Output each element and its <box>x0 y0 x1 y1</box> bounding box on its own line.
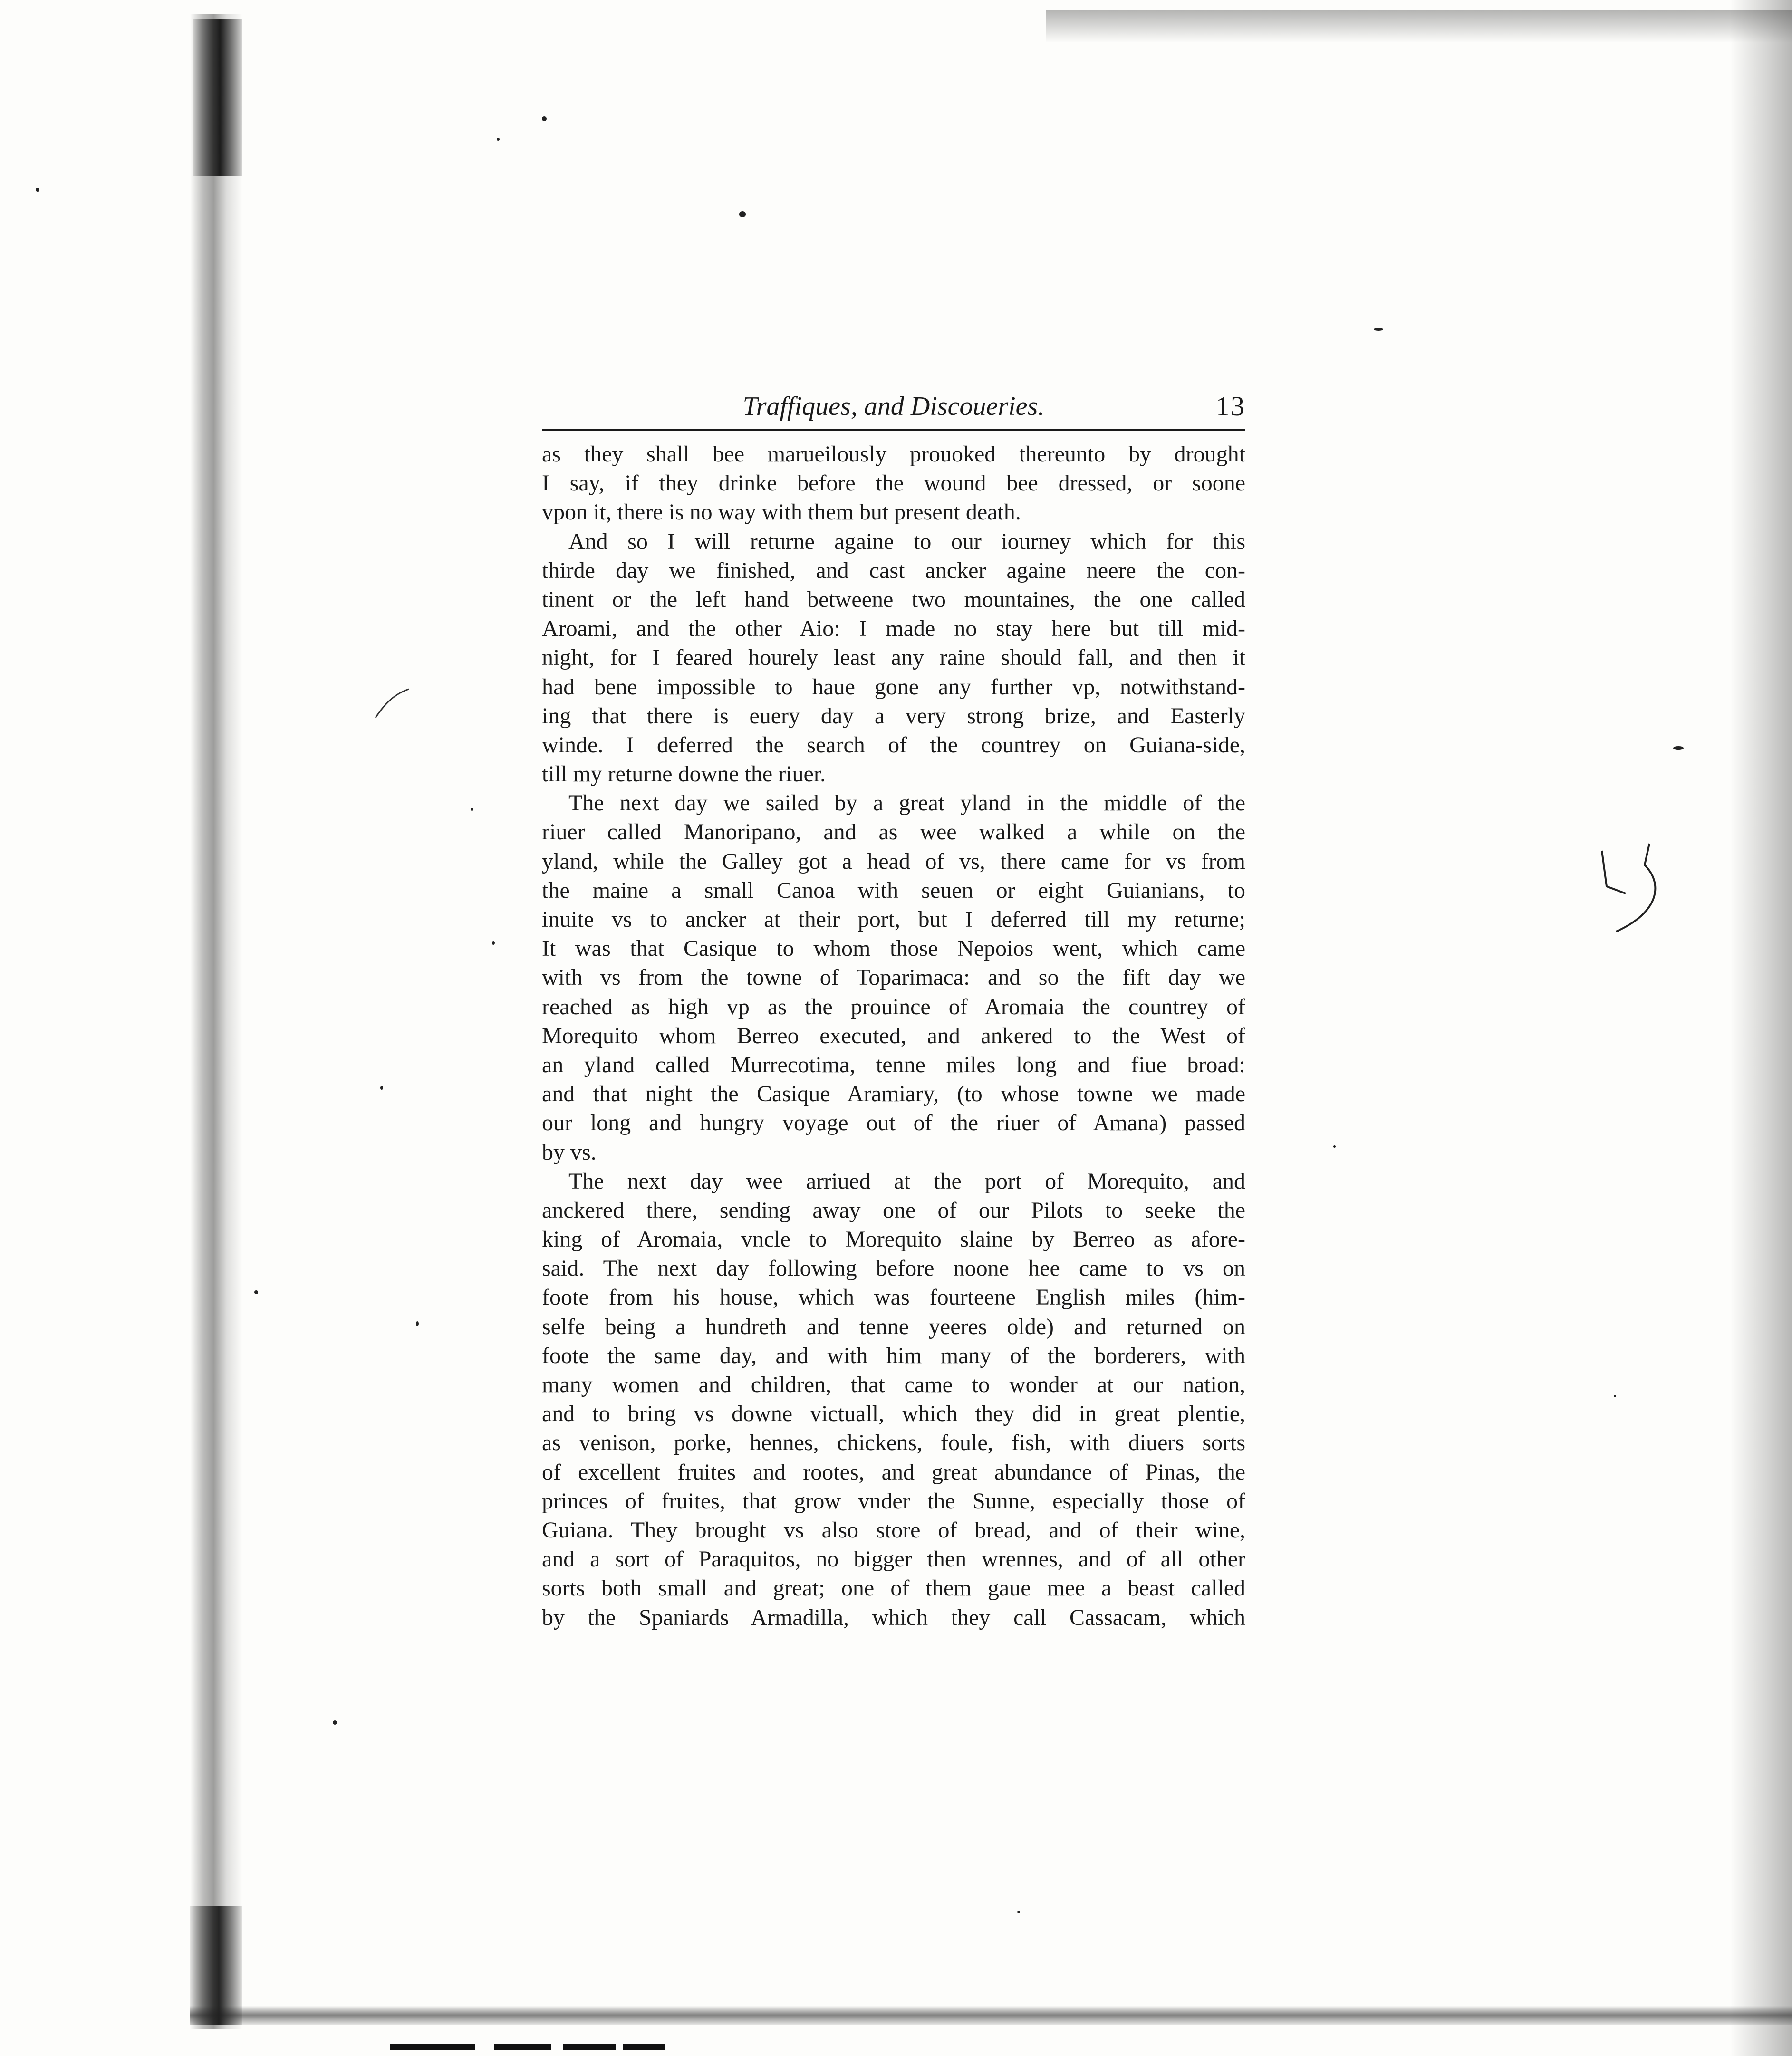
text-line: as they shall bee marueilously prouoked thereunto by drought <box>542 442 1245 467</box>
text-line: by the Spaniards Armadilla, which they call Cassacam, which <box>542 1604 1245 1630</box>
text-line: riuer called Manoripano, and as wee walked a while on the <box>542 819 1245 845</box>
scan-speck <box>36 188 39 192</box>
top-page-edge <box>1046 10 1792 43</box>
text-line: our long and hungry voyage out of the riuer of Amana) passed <box>542 1110 1245 1136</box>
scan-speck <box>254 1290 258 1294</box>
right-page-edge <box>1730 0 1792 2056</box>
text-line: the maine a small Canoa with seuen or eight Guianians, to <box>542 877 1245 903</box>
text-line: anckered there, sending away one of our Pilots to seeke the <box>542 1197 1245 1223</box>
scan-speck <box>497 138 500 141</box>
text-line: foote from his house, which was fourteene English miles (him- <box>542 1285 1245 1310</box>
text-line: said. The next day following before noone hee came to vs on <box>542 1256 1245 1281</box>
text-line: I say, if they drinke before the wound bee dressed, or soone <box>542 471 1245 496</box>
text-line: with vs from the towne of Toparimaca: and so the fift day we <box>542 965 1245 990</box>
scan-speck <box>1374 328 1383 331</box>
text-line: sorts both small and great; one of them gaue mee a beast called <box>542 1576 1245 1601</box>
scan-artifact-bar <box>563 2044 616 2050</box>
text-line: of excellent fruites and rootes, and great abundance of Pinas, the <box>542 1459 1245 1485</box>
paragraph <box>542 527 1245 789</box>
scan-speck <box>1017 1911 1020 1913</box>
text-line: winde. I deferred the search of the countrey on Guiana-side, <box>542 732 1245 758</box>
scan-speck <box>1333 1145 1336 1148</box>
text-line: thirde day we finished, and cast ancker againe neere the con- <box>542 557 1245 583</box>
paragraph <box>542 440 1245 527</box>
text-line: till my returne downe the riuer. <box>542 761 826 787</box>
scan-speck <box>1614 1395 1616 1397</box>
text-line: inuite vs to ancker at their port, but I deferred till my returne; <box>542 907 1245 932</box>
text-line: reached as high vp as the prouince of Aromaia the countrey of <box>542 994 1245 1019</box>
text-line: princes of fruites, that grow vnder the Sunne, especially those of <box>542 1488 1245 1514</box>
text-line: many women and children, that came to wonder at our nation, <box>542 1372 1245 1397</box>
text-line: tinent or the left hand betweene two mountaines, the one called <box>542 586 1245 612</box>
scan-speck <box>542 116 547 121</box>
scan-speck <box>416 1321 419 1326</box>
scan-artifact-bar <box>623 2044 665 2050</box>
text-line: as venison, porke, hennes, chickens, foule, fish, with diuers sorts <box>542 1430 1245 1456</box>
text-line: The next day wee arriued at the port of Morequito, and <box>568 1168 1245 1194</box>
text-line: vpon it, there is no way with them but present death. <box>542 500 1021 525</box>
pen-stroke-mark <box>371 684 414 727</box>
pen-stroke-mark <box>1597 841 1673 936</box>
paragraph <box>542 788 1245 1166</box>
scan-artifact-bar <box>494 2044 551 2050</box>
text-line: an yland called Murrecotima, tenne miles long and fiue broad: <box>542 1052 1245 1077</box>
binding-shadow <box>190 14 242 2029</box>
text-line: And so I will returne againe to our iourney which for this <box>568 528 1245 554</box>
paragraph <box>542 1167 1245 1632</box>
bottom-page-edge <box>190 2006 1792 2025</box>
head-rule <box>542 429 1245 431</box>
text-line: and that night the Casique Aramiary, (to whose towne we made <box>542 1081 1245 1107</box>
text-line: Guiana. They brought vs also store of bread, and of their wine, <box>542 1517 1245 1543</box>
text-line: had bene impossible to haue gone any further vp, notwithstand- <box>542 674 1245 700</box>
text-line: foote the same day, and with him many of the borderers, with <box>542 1343 1245 1368</box>
text-line: and a sort of Paraquitos, no bigger then wrennes, and of all other <box>542 1547 1245 1572</box>
running-head <box>542 385 1245 428</box>
page-number: 13 <box>1216 391 1245 422</box>
running-title: Traffiques, and Discoueries. <box>742 392 1045 421</box>
text-line: by vs. <box>542 1139 597 1165</box>
text-line: Morequito whom Berreo executed, and ankered to the West of <box>542 1023 1245 1048</box>
text-line: Aroami, and the other Aio: I made no stay here but till mid- <box>542 616 1245 642</box>
text-line: yland, while the Galley got a head of vs, there came for vs from <box>542 848 1245 874</box>
scan-speck <box>1673 746 1684 750</box>
text-line: It was that Casique to whom those Nepoios went, which came <box>542 936 1245 961</box>
body-text <box>542 440 1245 1632</box>
scan-speck <box>333 1720 337 1725</box>
scan-artifact-bar <box>390 2044 475 2050</box>
scan-speck <box>739 211 746 217</box>
text-line: king of Aromaia, vncle to Morequito slaine by Berreo as afore- <box>542 1227 1245 1252</box>
text-line: selfe being a hundreth and tenne yeeres olde) and returned on <box>542 1314 1245 1339</box>
scan-speck <box>471 808 473 811</box>
text-line: and to bring vs downe victuall, which they did in great plentie, <box>542 1401 1245 1427</box>
binding-shadow-top <box>193 19 242 176</box>
scan-speck <box>492 941 495 945</box>
text-line: night, for I feared hourely least any raine should fall, and then it <box>542 645 1245 671</box>
scan-speck <box>380 1086 383 1090</box>
text-line: The next day we sailed by a great yland in the middle of the <box>568 790 1245 816</box>
text-line: ing that there is euery day a very strong brize, and Easterly <box>542 703 1245 729</box>
